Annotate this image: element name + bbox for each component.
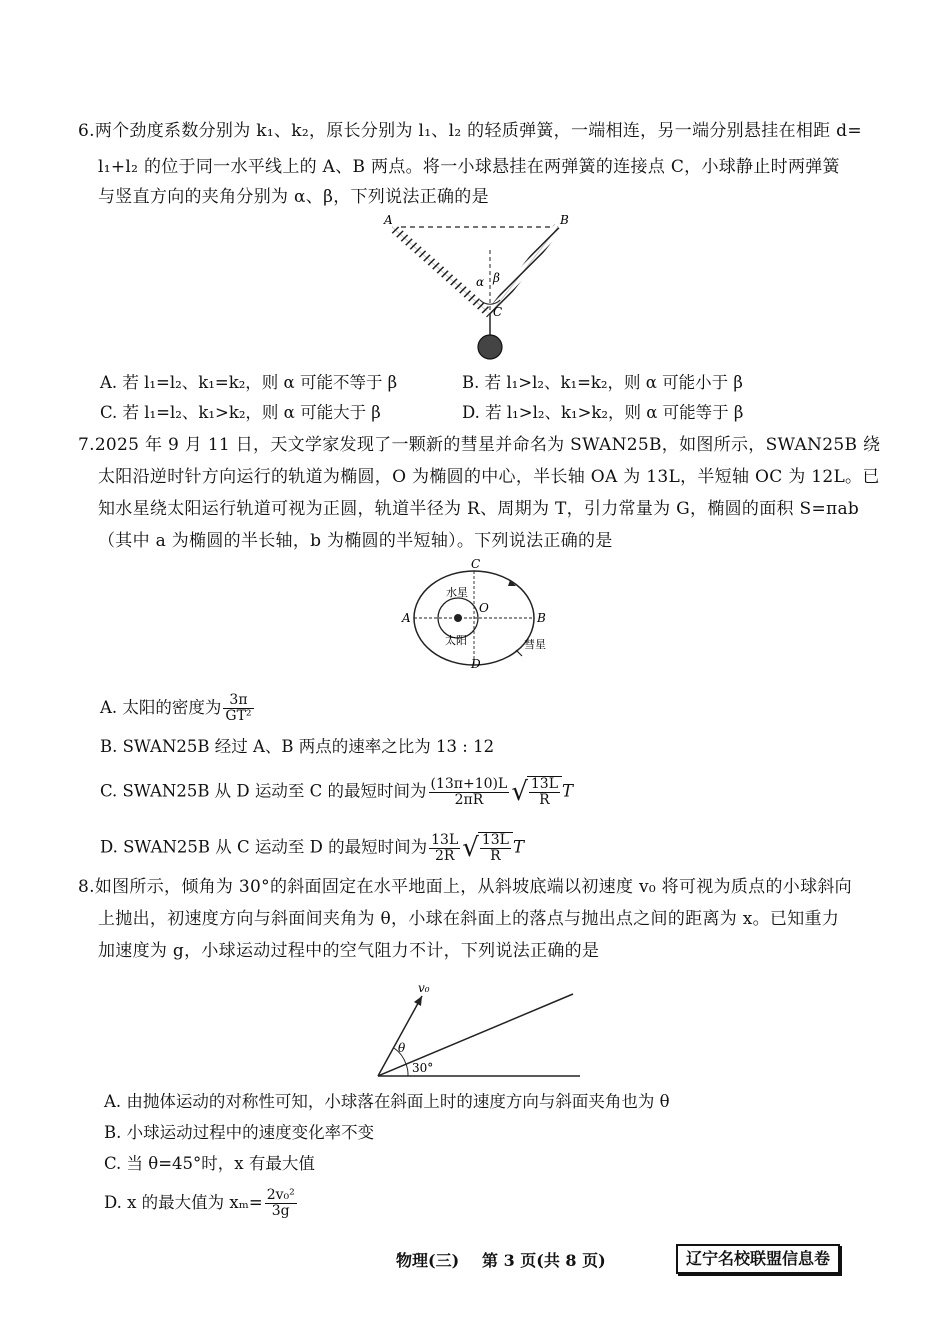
frac-time-c: $\frac{(13\pi+10)L}{2\pi R}$ [430, 775, 508, 808]
label-d: D [471, 657, 481, 671]
label-a: A [402, 611, 411, 625]
label-o: O [479, 601, 489, 615]
label-theta: θ [398, 1041, 406, 1055]
label-b: B [560, 213, 569, 227]
q8-line-2: 上抛出，初速度方向与斜面间夹角为 θ，小球在斜面上的落点与抛出点之间的距离为 x。已知重力 [98, 909, 840, 929]
q8-line-1: 8.如图所示，倾角为 30°的斜面固定在水平地面上，从斜坡底端以初速度 v₀ 将可视为质点的小球斜向 [78, 877, 852, 897]
q8-option-c: C. 当 θ=45°时，x 有最大值 [104, 1154, 315, 1173]
sqrt-c: √ $\frac{13L}{R}$ [511, 776, 562, 808]
frac-time-d: $\frac{13L}{2R}$ [431, 831, 459, 864]
q7-line-2: 太阳沿逆时针方向运行的轨道为椭圆，O 为椭圆的中心，半长轴 OA 为 13L，半短轴 OC 为 12L。已 [98, 467, 880, 487]
q6-option-b: B. 若 l₁>l₂、k₁=k₂，则 α 可能小于 β [462, 373, 743, 392]
q7-orbit-figure [398, 556, 568, 674]
q7-option-a: A. 太阳的密度为 $\frac{3\pi}{\text{GT²}}$ [100, 692, 252, 724]
q6-option-d: D. 若 l₁>l₂、k₁>k₂，则 α 可能等于 β [462, 403, 744, 422]
label-c: C [471, 557, 481, 571]
q7-line-3: 知水星绕太阳运行轨道可视为正圆，轨道半径为 R、周期为 T，引力常量为 G，椭圆的面积 S=πab [98, 499, 860, 519]
q7-line-4: （其中 a 为椭圆的半长轴，b 为椭圆的半短轴）。下列说法正确的是 [98, 531, 613, 551]
label-alpha: α [476, 275, 485, 289]
q7-option-c: C. SWAN25B 从 D 运动至 C 的最短时间为 $\frac{(13\pi+10)L}{2\pi R}$ √ $\frac{13L}{R}$ T [100, 775, 574, 808]
footer-subject: 物理(三) [396, 1251, 460, 1270]
q6-line-1: 6.两个劲度系数分别为 k₁、k₂，原长分别为 l₁、l₂ 的轻质弹簧，一端相连，另一端分别悬挂在相距 d= [78, 121, 862, 141]
frac-xmax: $\frac{\text{2v₀²}}{3g}$ [266, 1187, 295, 1219]
q8-option-d: D. x 的最大值为 xₘ= $\frac{\text{2v₀²}}{3g}$ [104, 1187, 295, 1219]
footer-seal: 辽宁名校联盟信息卷 [676, 1244, 840, 1274]
q8-option-b: B. 小球运动过程中的速度变化率不变 [104, 1123, 375, 1142]
q8-line-3: 加速度为 g，小球运动过程中的空气阻力不计，下列说法正确的是 [98, 941, 600, 961]
q6-option-a: A. 若 l₁=l₂、k₁=k₂，则 α 可能不等于 β [100, 373, 398, 392]
q6-option-c: C. 若 l₁=l₂、k₁>k₂，则 α 可能大于 β [100, 403, 381, 422]
label-mercury: 水星 [446, 586, 468, 599]
q7-line-1: 7.2025 年 9 月 11 日，天文学家发现了一颗新的彗星并命名为 SWAN25B，如图所示，SWAN25B 绕 [78, 435, 881, 455]
q8-option-a: A. 由抛体运动的对称性可知，小球落在斜面上时的速度方向与斜面夹角也为 θ [104, 1092, 670, 1111]
q6-spring-figure [370, 212, 580, 372]
q6-line-3: 与竖直方向的夹角分别为 α、β，下列说法正确的是 [98, 187, 489, 207]
incline [378, 994, 573, 1076]
frac-density: $\frac{3\pi}{\text{GT²}}$ [225, 692, 252, 724]
label-beta: β [493, 271, 500, 285]
label-v0: v₀ [418, 981, 430, 995]
footer-page: 第 3 页(共 8 页) [482, 1251, 606, 1270]
label-a: A [384, 213, 393, 227]
q8-incline-figure [368, 978, 588, 1082]
sun [454, 614, 462, 622]
label-30deg: 30° [412, 1061, 434, 1075]
ball [478, 335, 502, 359]
q7-option-d: D. SWAN25B 从 C 运动至 D 的最短时间为 $\frac{13L}{2R}$ √ $\frac{13L}{R}$ T [100, 831, 524, 864]
label-b: B [537, 611, 546, 625]
label-comet: 彗星 [524, 638, 546, 651]
q7-option-b: B. SWAN25B 经过 A、B 两点的速率之比为 13 : 12 [100, 737, 495, 756]
q6-line-2: l₁+l₂ 的位于同一水平线上的 A、B 两点。将一小球悬挂在两弹簧的连接点 C，小球静止时两弹簧 [98, 157, 840, 177]
sqrt-d: √ $\frac{13L}{R}$ [462, 832, 513, 864]
label-sun: 太阳 [445, 634, 467, 647]
label-c: C [493, 305, 503, 319]
